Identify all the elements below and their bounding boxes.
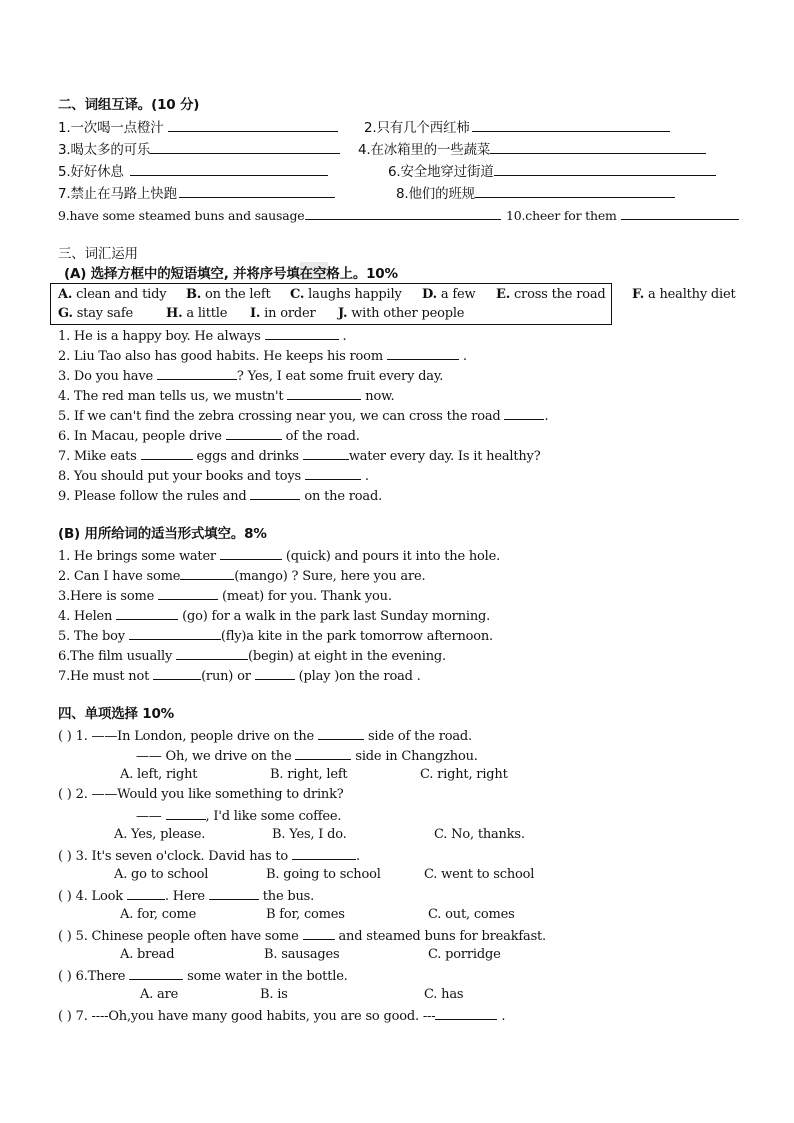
translate-item-9: 9.have some steamed buns and sausage <box>58 206 501 225</box>
fill-question-8: 8. You should put your books and toys . <box>58 466 369 486</box>
option-1c[interactable]: C. right, right <box>420 767 508 782</box>
option-2c[interactable]: C. No, thanks. <box>434 827 525 842</box>
answer-blank[interactable] <box>116 606 178 620</box>
answer-blank[interactable] <box>176 646 248 660</box>
answer-blank[interactable] <box>179 184 335 198</box>
translate-item-5: 5.好好休息 <box>58 162 328 181</box>
answer-blank[interactable] <box>305 466 361 480</box>
phrase-f: F. a healthy diet <box>632 287 736 302</box>
choice-question-4: ( ) 4. Look . Here the bus. <box>58 886 314 906</box>
answer-paren[interactable]: ( ) <box>58 889 72 904</box>
answer-blank[interactable] <box>250 486 300 500</box>
phrase-d: D. a few <box>422 287 476 302</box>
option-6a[interactable]: A. are <box>140 987 179 1002</box>
form-question-7: 7.He must not (run) or (play )on the road . <box>58 666 421 686</box>
answer-blank[interactable] <box>127 886 165 900</box>
answer-blank[interactable] <box>504 406 544 420</box>
form-question-2: 2. Can I have some (mango) ? Sure, here you are. <box>58 566 425 586</box>
answer-blank[interactable] <box>166 806 206 820</box>
form-question-3: 3.Here is some (meat) for you. Thank you. <box>58 586 392 606</box>
option-4a[interactable]: A. for, come <box>120 907 197 922</box>
answer-blank[interactable] <box>130 162 328 176</box>
answer-blank[interactable] <box>226 426 282 440</box>
answer-blank[interactable] <box>150 140 340 154</box>
phrase-box-row-1: A. clean and tidy <box>58 287 167 302</box>
answer-paren[interactable]: ( ) <box>58 969 72 984</box>
translate-item-2: 2.只有几个西红柿 <box>364 118 670 137</box>
answer-blank[interactable] <box>141 446 193 460</box>
fill-question-2: 2. Liu Tao also has good habits. He keeps his room . <box>58 346 467 366</box>
option-2b[interactable]: B. Yes, I do. <box>272 827 347 842</box>
choice-question-7: ( ) 7. ----Oh,you have many good habits, you are so good. --- . <box>58 1006 505 1026</box>
answer-blank[interactable] <box>303 446 349 460</box>
choice-question-3: ( ) 3. It's seven o'clock. David has to . <box>58 846 360 866</box>
answer-paren[interactable]: ( ) <box>58 849 72 864</box>
option-3c[interactable]: C. went to school <box>424 867 535 882</box>
option-5b[interactable]: B. sausages <box>264 947 340 962</box>
translate-item-10: 10.cheer for them <box>506 206 739 225</box>
answer-blank[interactable] <box>287 386 361 400</box>
fill-question-7: 7. Mike eats eggs and drinks water every day. Is it healthy? <box>58 446 540 466</box>
phrase-g: G. stay safe <box>58 306 133 321</box>
option-5c[interactable]: C. porridge <box>428 947 501 962</box>
option-6c[interactable]: C. has <box>424 987 464 1002</box>
option-2a[interactable]: A. Yes, please. <box>114 827 206 842</box>
answer-paren[interactable]: ( ) <box>58 787 72 802</box>
answer-blank[interactable] <box>318 726 364 740</box>
answer-blank[interactable] <box>621 206 739 220</box>
section-4-title: 四、单项选择 10% <box>58 706 175 722</box>
section-2-title: 二、词组互译。(10 分) <box>58 97 200 113</box>
answer-blank[interactable] <box>305 206 501 220</box>
form-question-4: 4. Helen (go) for a walk in the park last Sunday morning. <box>58 606 490 626</box>
answer-blank[interactable] <box>157 366 237 380</box>
option-1a[interactable]: A. left, right <box>120 767 198 782</box>
fill-question-4: 4. The red man tells us, we mustn't now. <box>58 386 394 406</box>
fill-question-9: 9. Please follow the rules and on the road. <box>58 486 382 506</box>
answer-blank[interactable] <box>255 666 295 680</box>
choice-question-5: ( ) 5. Chinese people often have some and steamed buns for breakfast. <box>58 926 546 946</box>
answer-blank[interactable] <box>475 184 675 198</box>
answer-blank[interactable] <box>220 546 282 560</box>
phrase-e: E. cross the road <box>496 287 606 302</box>
option-1b[interactable]: B. right, left <box>270 767 348 782</box>
choice-question-2: ( ) 2. ——Would you like something to drink? <box>58 787 344 802</box>
answer-blank[interactable] <box>168 118 338 132</box>
option-3a[interactable]: A. go to school <box>114 867 209 882</box>
form-question-6: 6.The film usually (begin) at eight in the evening. <box>58 646 446 666</box>
form-question-1: 1. He brings some water (quick) and pours it into the hole. <box>58 546 500 566</box>
answer-paren[interactable]: ( ) <box>58 729 72 744</box>
answer-paren[interactable]: ( ) <box>58 929 72 944</box>
option-3b[interactable]: B. going to school <box>266 867 381 882</box>
answer-blank[interactable] <box>265 326 339 340</box>
fill-question-6: 6. In Macau, people drive of the road. <box>58 426 360 446</box>
section-3a-title: (A) 选择方框中的短语填空, 并将序号填在空格上。10% <box>64 266 398 282</box>
answer-blank[interactable] <box>295 746 351 760</box>
section-3-title: 三、词汇运用 <box>58 246 138 262</box>
option-5a[interactable]: A. bread <box>120 947 175 962</box>
phrase-j: J. with other people <box>338 306 465 321</box>
fill-question-1: 1. He is a happy boy. He always . <box>58 326 346 346</box>
answer-blank[interactable] <box>129 966 183 980</box>
answer-paren[interactable]: ( ) <box>58 1009 72 1024</box>
translate-item-6: 6.安全地穿过街道 <box>388 162 716 181</box>
translate-item-4: 4.在冰箱里的一些蔬菜 <box>358 140 706 159</box>
choice-question-2-reply: —— , I'd like some coffee. <box>136 806 341 826</box>
phrase-c: C. laughs happily <box>290 287 402 302</box>
translate-item-3: 3.喝太多的可乐 <box>58 140 340 159</box>
translate-item-7: 7.禁止在马路上快跑 <box>58 184 335 203</box>
answer-blank[interactable] <box>153 666 201 680</box>
answer-blank[interactable] <box>180 566 234 580</box>
option-4b[interactable]: B for, comes <box>266 907 345 922</box>
answer-blank[interactable] <box>490 140 706 154</box>
answer-blank[interactable] <box>472 118 670 132</box>
phrase-h: H. a little <box>166 306 228 321</box>
answer-blank[interactable] <box>158 586 218 600</box>
phrase-b: B. on the left <box>186 287 271 302</box>
answer-blank[interactable] <box>387 346 459 360</box>
answer-blank[interactable] <box>292 846 356 860</box>
translate-item-8: 8.他们的班规 <box>396 184 675 203</box>
choice-question-1: ( ) 1. ——In London, people drive on the side of the road. <box>58 726 472 746</box>
form-question-5: 5. The boy (fly)a kite in the park tomorrow afternoon. <box>58 626 493 646</box>
translate-item-1: 1.一次喝一点橙汁 <box>58 118 338 137</box>
choice-question-6: ( ) 6.There some water in the bottle. <box>58 966 348 986</box>
answer-blank[interactable] <box>209 886 259 900</box>
fill-question-5: 5. If we can't find the zebra crossing near you, we can cross the road . <box>58 406 548 426</box>
section-3b-title: (B) 用所给词的适当形式填空。8% <box>58 526 267 542</box>
answer-blank[interactable] <box>494 162 716 176</box>
answer-blank[interactable] <box>129 626 221 640</box>
option-6b[interactable]: B. is <box>260 987 288 1002</box>
fill-question-3: 3. Do you have ? Yes, I eat some fruit every day. <box>58 366 443 386</box>
answer-blank[interactable] <box>303 926 335 940</box>
answer-blank[interactable] <box>435 1006 497 1020</box>
choice-question-1-reply: —— Oh, we drive on the side in Changzhou. <box>136 746 478 766</box>
phrase-i: I. in order <box>250 306 316 321</box>
option-4c[interactable]: C. out, comes <box>428 907 515 922</box>
